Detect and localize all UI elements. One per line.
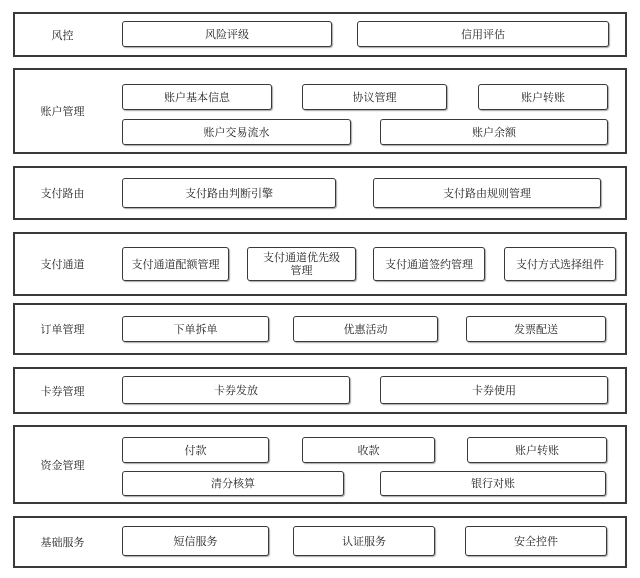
layer-label: 基础服务	[40, 536, 85, 549]
module-box: 银行对账	[380, 471, 606, 496]
module-box: 账户基本信息	[122, 84, 272, 110]
module-box: 收款	[302, 437, 435, 463]
layer-label: 账户管理	[40, 105, 85, 118]
module-box: 支付通道签约管理	[373, 247, 485, 281]
module-box: 信用评估	[357, 21, 609, 47]
module-box: 账户转账	[478, 84, 608, 110]
module-box: 支付通道配额管理	[122, 247, 229, 281]
layer-label: 支付通道	[40, 258, 85, 271]
module-box: 认证服务	[293, 526, 435, 556]
module-box: 账户转账	[467, 437, 607, 463]
module-box: 清分核算	[122, 471, 344, 496]
layer-label: 资金管理	[40, 458, 85, 472]
module-box: 支付通道优先级管理	[247, 247, 356, 281]
module-box: 支付路由规则管理	[373, 178, 601, 208]
module-box: 卡券发放	[122, 376, 350, 404]
module-box: 卡券使用	[380, 376, 608, 404]
layer-label: 订单管理	[40, 323, 85, 336]
module-box: 发票配送	[466, 316, 606, 342]
module-box: 下单拆单	[122, 316, 269, 342]
module-box: 支付方式选择组件	[504, 247, 616, 281]
module-box: 付款	[122, 437, 269, 463]
layer-label: 支付路由	[40, 187, 85, 200]
module-box: 短信服务	[122, 526, 269, 556]
module-box: 安全控件	[465, 526, 607, 556]
module-box: 协议管理	[302, 84, 447, 110]
module-box: 账户余额	[380, 119, 608, 145]
module-box: 账户交易流水	[122, 119, 351, 145]
layer-label: 风控	[51, 28, 74, 42]
module-box: 支付路由判断引擎	[122, 178, 336, 208]
module-box: 风险评级	[122, 21, 332, 47]
module-box: 优惠活动	[293, 316, 438, 342]
layer-label: 卡券管理	[40, 384, 85, 398]
